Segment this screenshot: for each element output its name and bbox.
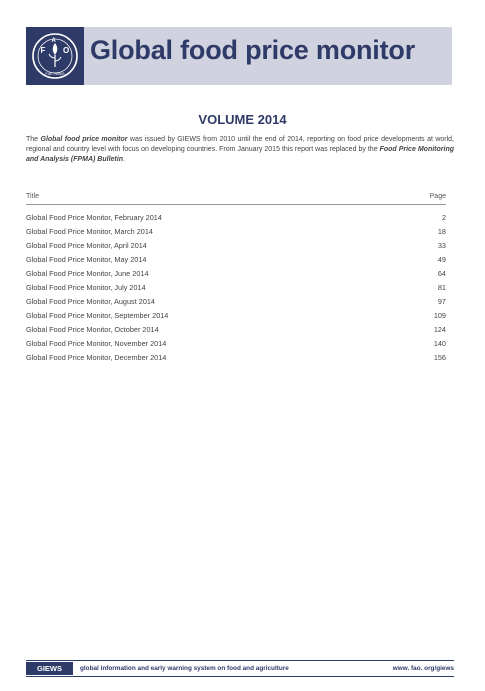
toc-entry-title: Global Food Price Monitor, July 2014	[26, 283, 146, 292]
toc-entry-page: 81	[437, 283, 446, 292]
fao-emblem-icon	[30, 31, 80, 81]
footer-bar	[26, 660, 454, 677]
logo-letter: A	[51, 38, 56, 44]
toc-entry-title: Global Food Price Monitor, September 2014	[26, 311, 169, 320]
toc-entry-title: Global Food Price Monitor, October 2014	[26, 325, 159, 334]
toc-entry-title: Global Food Price Monitor, March 2014	[26, 227, 153, 236]
toc-entry-page: 124	[433, 325, 446, 334]
logo-letter: F	[40, 46, 46, 55]
toc-title-header: Title	[26, 193, 39, 200]
toc-entry-title: Global Food Price Monitor, February 2014	[26, 213, 162, 222]
footer-tag: GIEWS	[26, 662, 73, 675]
intro-bold-text: Global food price monitor	[40, 136, 128, 143]
toc-header	[26, 193, 446, 200]
toc-entry-title: Global Food Price Monitor, November 2014	[26, 339, 167, 348]
document-title: Global food price monitor	[90, 35, 415, 65]
toc-row[interactable]	[26, 213, 446, 227]
toc-entry-page: 33	[437, 241, 446, 250]
toc-row[interactable]	[26, 339, 446, 353]
toc-entry-page: 97	[437, 297, 446, 306]
logo-letter: O	[63, 46, 70, 55]
toc-row[interactable]	[26, 227, 446, 241]
toc-entry-page: 109	[433, 311, 446, 320]
toc-row[interactable]	[26, 283, 446, 297]
toc-row[interactable]	[26, 297, 446, 311]
logo-motto: FIAT PANIS	[45, 72, 65, 76]
toc-entry-page: 49	[437, 255, 446, 264]
footer-description: global information and early warning system on food and agriculture	[80, 665, 289, 672]
toc-entry-title: Global Food Price Monitor, December 2014	[26, 353, 167, 362]
volume-heading: VOLUME 2014	[198, 112, 287, 127]
intro-paragraph	[26, 135, 454, 165]
intro-text: .	[122, 156, 125, 163]
toc-entry-page: 64	[437, 269, 446, 278]
toc-row[interactable]	[26, 325, 446, 339]
toc-entry-title: Global Food Price Monitor, May 2014	[26, 255, 147, 264]
toc-entry-page: 18	[437, 227, 446, 236]
toc-divider	[26, 204, 446, 205]
intro-text: was issued by GIEWS from 2010 until the end of 2014, reporting on food price developments at world, regional and country level with focus on developing countries. From January 2015 this report was replaced by the	[26, 136, 455, 153]
toc-entry-page: 140	[433, 339, 446, 348]
toc-entry-title: Global Food Price Monitor, August 2014	[26, 297, 155, 306]
toc-row[interactable]	[26, 241, 446, 255]
table-of-contents	[26, 213, 446, 367]
toc-row[interactable]	[26, 311, 446, 325]
toc-row[interactable]	[26, 255, 446, 269]
toc-row[interactable]	[26, 353, 446, 367]
fao-logo	[26, 27, 84, 85]
toc-page-header: Page	[429, 193, 446, 200]
footer-url-link[interactable]: www. fao. org/giews	[392, 665, 454, 672]
intro-bold-text: Food Price Monitoring and Analysis (FPMA) Bulletin	[26, 146, 455, 163]
toc-entry-page: 2	[441, 213, 446, 222]
toc-entry-title: Global Food Price Monitor, June 2014	[26, 269, 149, 278]
toc-entry-title: Global Food Price Monitor, April 2014	[26, 241, 147, 250]
intro-text: The	[26, 136, 41, 143]
header-banner	[26, 27, 452, 85]
toc-row[interactable]	[26, 269, 446, 283]
toc-entry-page: 156	[433, 353, 446, 362]
